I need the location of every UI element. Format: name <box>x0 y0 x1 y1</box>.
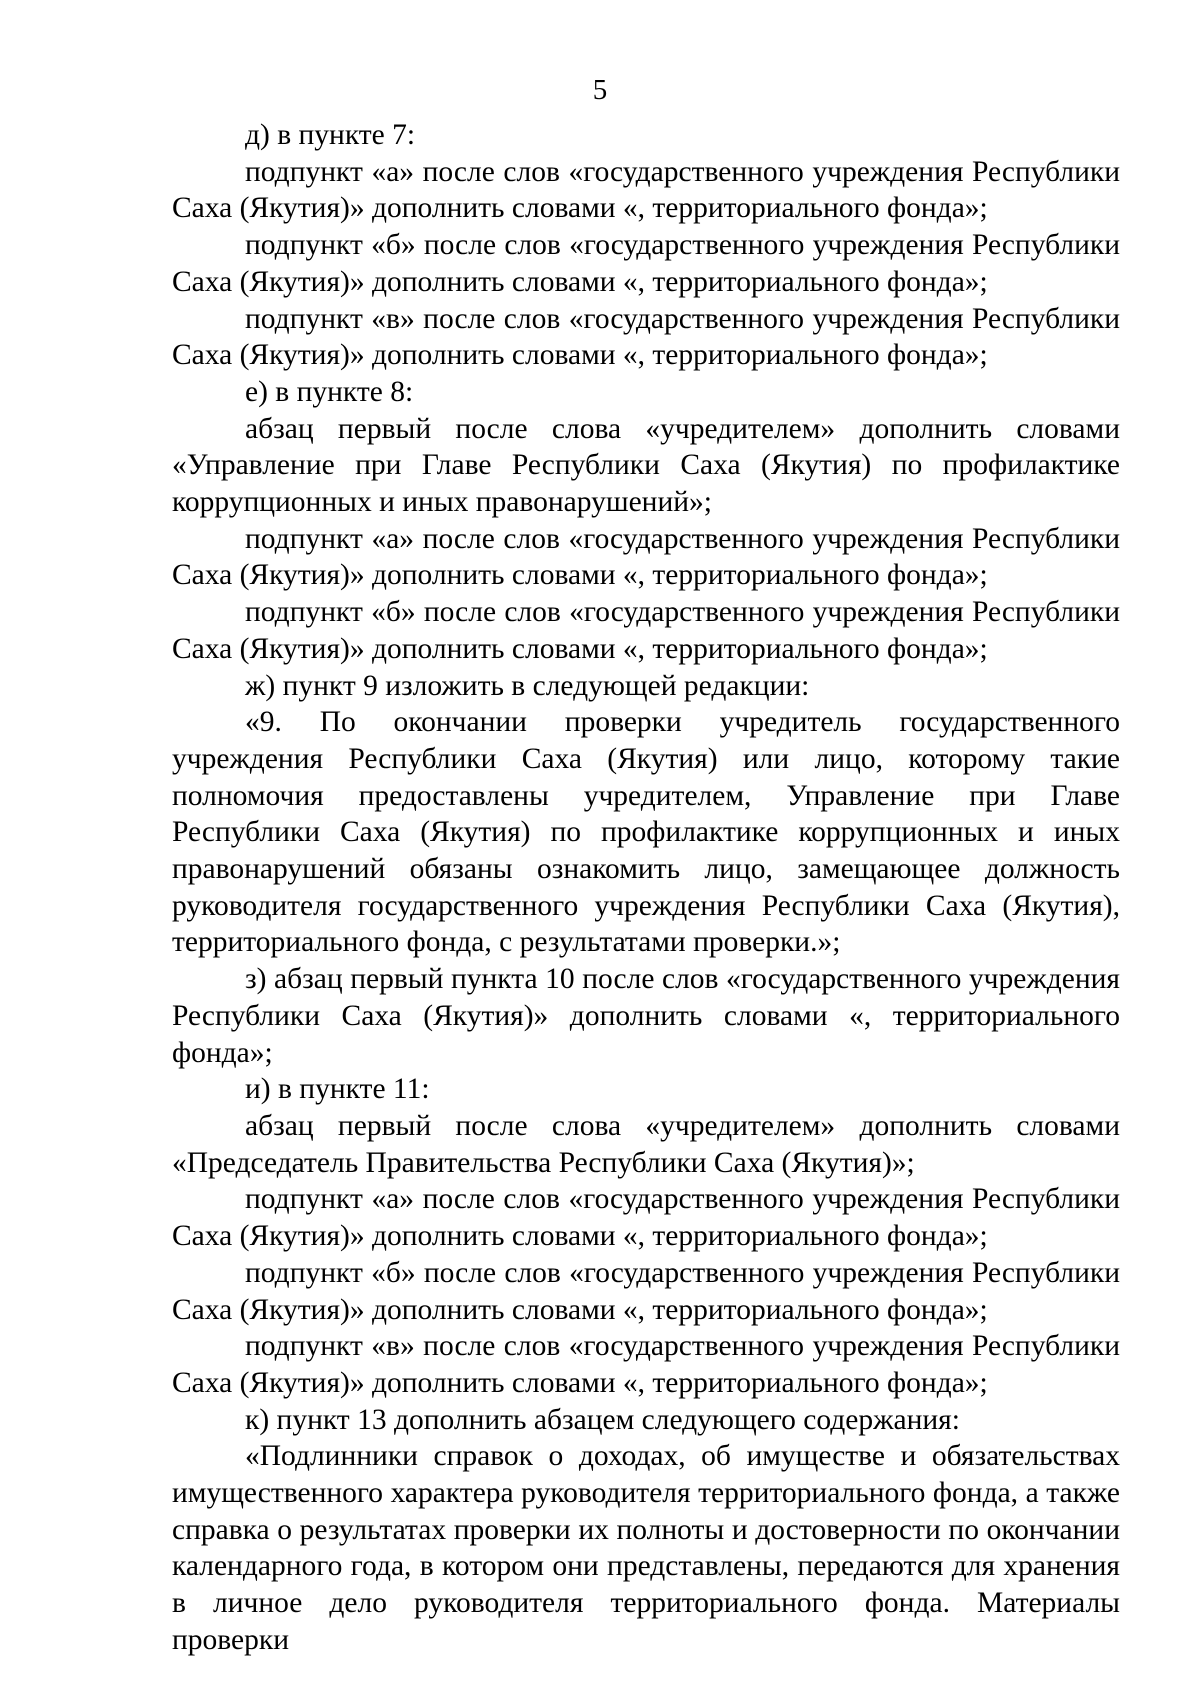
paragraph-first-abzac: абзац первый после слова «учредителем» дополнить словами «Председатель Правительства Республики Саха (Якутия)»; <box>172 1109 1120 1179</box>
paragraph-subitem-a: подпункт «а» после слов «государственного учреждения Республики Саха (Якутия)» дополнить словами «, территориального фонда»; <box>172 155 1120 225</box>
paragraph-subitem-b: подпункт «б» после слов «государственного учреждения Республики Саха (Якутия)» дополнить словами «, территориального фонда»; <box>172 229 1120 298</box>
paragraph-subitem-a: подпункт «а» после слов «государственного учреждения Республики Саха (Якутия)» дополнить словами «, территориального фонда»; <box>172 522 1120 592</box>
paragraph-subitem-b: подпункт «б» после слов «государственного учреждения Республики Саха (Якутия)» дополнить словами «, территориального фонда»; <box>172 1256 1120 1326</box>
paragraph-item-k: к) пункт 13 дополнить абзацем следующего содержания: <box>245 1403 960 1436</box>
paragraph-item-d: д) в пункте 7: <box>245 119 416 151</box>
paragraph-first-abzac: абзац первый после слова «учредителем» дополнить словами «Управление при Главе Республики Саха (Якутия) по профилактике коррупционных и иных правонарушений»; <box>172 412 1120 519</box>
document-body <box>172 117 1120 1659</box>
paragraph-item-e: е) в пункте 8: <box>245 375 414 408</box>
paragraph-subitem-v: подпункт «в» после слов «государственного учреждения Республики Саха (Якутия)» дополнить словами «, территориального фонда»; <box>172 302 1120 372</box>
page-number: 5 <box>592 74 608 106</box>
paragraph-quoted-addition: «Подлинники справок о доходах, об имуществе и обязательствах имущественного характера руководителя территориального фонда, а также справка о результатах проверки их полноты и достоверности по окончании календарного года, в котором они представлены, передаются для хранения в личное дело руководителя территориального фонда. Материалы проверки <box>172 1440 1120 1656</box>
paragraph-item-i: и) в пункте 11: <box>245 1073 430 1106</box>
paragraph-subitem-b: подпункт «б» после слов «государственного учреждения Республики Саха (Якутия)» дополнить словами «, территориального фонда»; <box>172 596 1120 665</box>
paragraph-item-z: з) абзац первый пункта 10 после слов «государственного учреждения Республики Саха (Якутия)» дополнить словами «, территориального фонда»; <box>172 963 1120 1069</box>
paragraph-subitem-v: подпункт «в» после слов «государственного учреждения Республики Саха (Якутия)» дополнить словами «, территориального фонда»; <box>172 1330 1120 1399</box>
paragraph-subitem-a: подпункт «а» после слов «государственного учреждения Республики Саха (Якутия)» дополнить словами «, территориального фонда»; <box>172 1183 1120 1253</box>
paragraph-quoted-point-9: «9. По окончании проверки учредитель государственного учреждения Республики Саха (Якутия) или лицо, которому такие полномочия предоставлены учредителем, Управление при Главе Республики Саха (Якутия) по профилактике коррупционных и иных правонарушений обязаны ознакомить лицо, замещающее должность руководителя государственного учреждения Республики Саха (Якутия), территориального фонда, с результатами проверки.»; <box>172 706 1120 959</box>
paragraph-item-zh: ж) пункт 9 изложить в следующей редакции: <box>245 669 810 702</box>
